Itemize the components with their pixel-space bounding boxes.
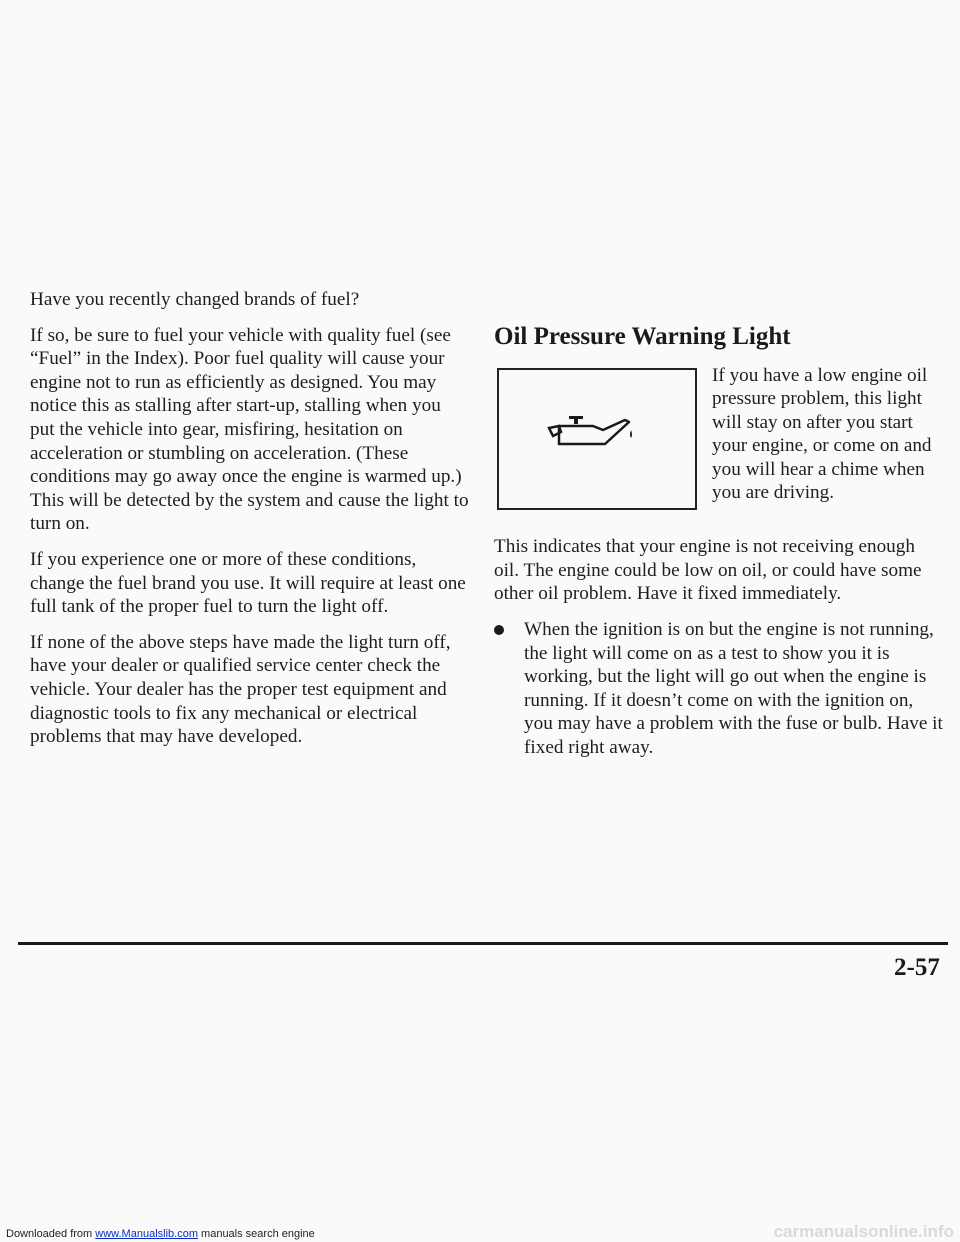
oil-warning-icon-box [497,368,697,510]
bullet-icon [494,625,504,635]
paragraph-fuel-question: Have you recently changed brands of fuel? [30,289,360,310]
manualslib-link[interactable]: www.Manualslib.com [95,1228,198,1240]
page-number: 2-57 [894,954,940,981]
paragraph-change-brand: If you experience one or more of these conditions, change the fuel brand you use. It will require at least one full tank of the proper fuel to turn the light off. [30,548,466,618]
bottom-rule [18,942,948,945]
footer-suffix: manuals search engine [197,1228,315,1240]
paragraph-dealer-check: If none of the above steps have made the light turn off, have your dealer or qualified service center check the vehicle. Your dealer has the proper test equipment and diagnostic tools to fix any mechanical or electrical problems that may have developed. [30,631,451,748]
left-column [30,288,470,761]
download-footer [6,1228,315,1240]
oil-light-intro: If you have a low engine oil pressure problem, this light will stay on after you start your engine, or come on and you will hear a chime when you are driving. [712,365,932,504]
watermark: carmanualsonline.info [773,1222,954,1241]
bullet-text: When the ignition is on but the engine is not running, the light will come on as a test to show you it is working, but the light will go out when the engine is running. If it doesn’t come on with the ignition on, you may have a problem with the fuse or bulb. Have it fixed right away. [524,619,943,758]
bullet-list [494,618,944,760]
footer-prefix: Downloaded from [6,1228,96,1240]
list-item [494,618,944,760]
paragraph-fuel-quality: If so, be sure to fuel your vehicle with quality fuel (see “Fuel” in the Index). Poor fuel quality will cause your engine not to run as efficiently as designed. You may notice this as stalling after start-up, stalling when you put the vehicle into gear, misfiring, hesitation on acceleration or stumbling on acceleration. (These conditions may go away once the engine is warmed up.) This will be detected by the system and cause the light to turn on. [30,324,469,535]
oil-can-icon [545,414,645,464]
oil-light-indicates: This indicates that your engine is not receiving enough oil. The engine could be low on oil, or could have some other oil problem. Have it fixed immediately. [494,536,922,605]
section-title: Oil Pressure Warning Light [494,323,791,350]
